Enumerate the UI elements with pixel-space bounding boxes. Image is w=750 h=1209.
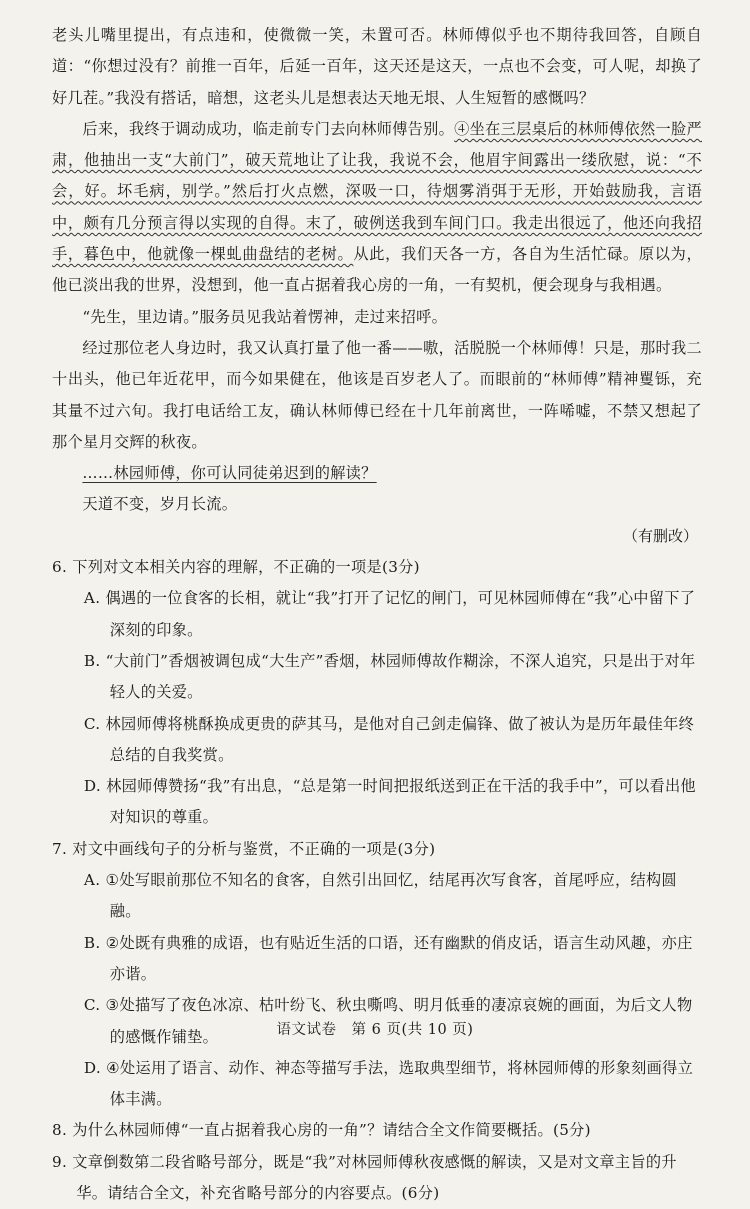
p2-end: 从此，我们天各一方，各自为生活忙碌。原以为，他已淡出我的世界，没想到，他一直占据着我心房的一角，一有契机，便会现身与我相遇。 [52,245,702,295]
question-9-stem: 9. 文章倒数第二段省略号部分，既是“我”对林园师傅秋夜感慨的解读，又是对文章主旨的升华。请结合全文，补充省略号部分的内容要点。(6分) [52,1152,677,1202]
p2-start: 后来，我终于调动成功，临走前专门去向林师傅告别。 [82,119,455,138]
question-7-option-c: C. ③处描写了夜色冰凉、枯叶纷飞、秋虫嘶鸣、明月低垂的凄凉哀婉的画面，为后文人物的感慨作铺垫。 [83,996,693,1046]
page-footer: 语文试卷 第 6 页(共 10 页) [276,1022,474,1038]
question-6-option-b: B. “大前门”香烟被调包成“大生产”香烟，林园师傅故作糊涂，不深人追究，只是出于对年轻人的关爱。 [83,651,696,702]
question-6-option-d: D. 林园师傅赞扬“我”有出息，“总是第一时间把报纸送到正在干活的我手中”，可以看出他对知识的尊重。 [83,777,696,827]
question-7-option-d: D. ④处运用了语言、动作、神态等描写手法，选取典型细节，将林园师傅的形象刻画得立体丰满。 [83,1058,694,1109]
question-6-option-a: A. 偶遇的一位食客的长相，就让“我”打开了记忆的闸门，可见林园师傅在“我”心中留下了深刻的印象。 [83,589,696,639]
passage-paragraph-6: 天道不变，岁月长流。 [82,495,238,514]
passage-paragraph-4: 经过那位老人身边时，我又认真打量了他一番——嗷，活脱脱一个林师傅！只是，那时我二十出头，他已年近花甲，而今如果健在，他该是百岁老人了。而眼前的“林师傅”精神矍铄，充其量不过六旬。我打电话给工友，确认林师傅已经在十几年前离世，一阵唏嘘，不禁又想起了那个星月交辉的秋夜。 [52,338,702,451]
passage-paragraph-2 [52,114,702,302]
passage-paragraph-5 [52,458,702,489]
underlined-ellipsis-line: ……林园师傅，你可认同徒弟迟到的解读？ [82,464,377,483]
passage-paragraph-3: “先生，里边请。”服务员见我站着愣神，走过来招呼。 [82,307,448,326]
underlined-sentence-4: ④坐在三层桌后的林师傅依然一脸严肃，他抽出一支“大前门”，破天荒地让了让我，我说不会，他眉宇间露出一缕欣慰，说：“不会，好。坏毛病，别学。”然后打火点燃，深吸一口，待烟雾消弭于无形，开始鼓励我，言语中，颇有几分预言得以实现的自得。末了，破例送我到车间门口。我走出很远了，他还向我招手，暮色中，他就像一棵虬曲盘结的老树。 [52,119,702,264]
question-7-option-b: B. ②处既有典雅的成语，也有贴近生活的口语，还有幽默的俏皮话，语言生动风趣，亦庄亦谐。 [83,933,693,983]
source-note: （有删改） [622,526,698,545]
question-8-stem: 8. 为什么林园师傅“一直占据着我心房的一角”？请结合全文作简要概括。(5分) [52,1121,591,1140]
question-6-option-c: C. 林园师傅将桃酥换成更贵的萨其马，是他对自己剑走偏锋、做了被认为是历年最佳年终总结的自我奖赏。 [83,714,695,764]
passage-paragraph-1: 老头儿嘴里提出，有点违和，使微微一笑，未置可否。林师傅似乎也不期待我回答，自顾自道：“你想过没有？前推一百年，后延一百年，这天还是这天，一点也不会变，可人呢，却换了好几茬。”我没有搭话，暗想，这老头儿是想表达天地无垠、人生短暂的感慨吗？ [52,26,702,107]
question-6-stem: 6. 下列对文本相关内容的理解，不正确的一项是(3分) [52,558,420,577]
question-7-stem: 7. 对文中画线句子的分析与鉴赏，不正确的一项是(3分) [52,839,436,858]
question-7-option-a: A. ①处写眼前那位不知名的食客，自然引出回忆，结尾再次写食客，首尾呼应，结构圆融。 [83,871,677,921]
